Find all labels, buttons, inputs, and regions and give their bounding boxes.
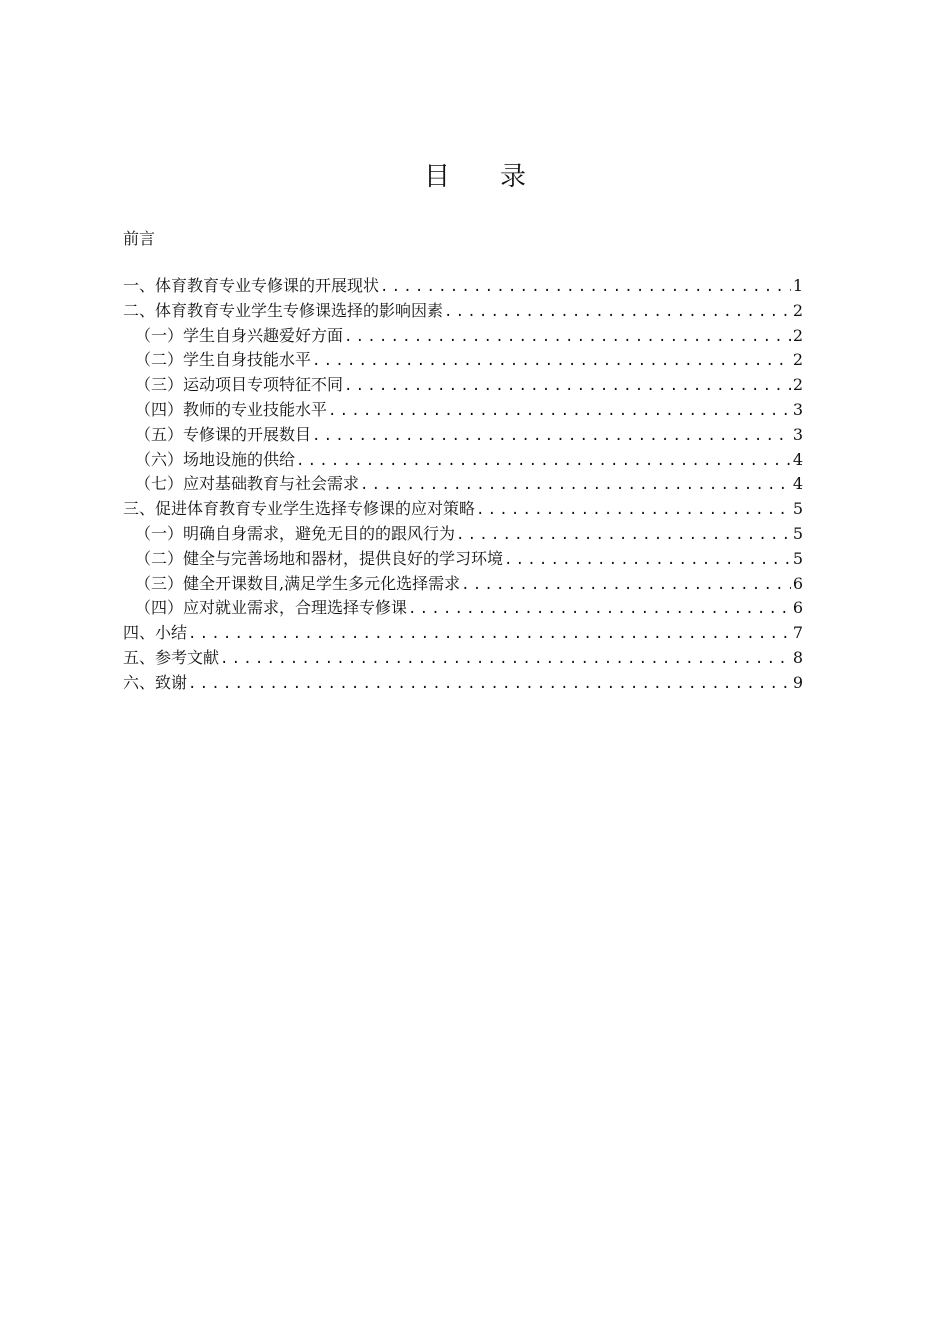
toc-entry-title: （二）学生自身技能水平 <box>135 350 312 370</box>
toc-entry-title: （二）健全与完善场地和器材，提供良好的学习环境 <box>135 548 504 568</box>
toc-entry-page-number: 8 <box>792 647 803 667</box>
toc-entry-title: 四、小结 <box>123 623 188 643</box>
toc-dot-leader <box>504 548 791 573</box>
toc-entry-page-number: 3 <box>792 424 803 444</box>
toc-entry-title: （一）学生自身兴趣爱好方面 <box>135 325 344 345</box>
toc-entry-page-number: 5 <box>792 548 803 568</box>
toc-entry-title: （一）明确自身需求，避免无目的的跟风行为 <box>135 523 456 543</box>
toc-dot-leader <box>296 449 791 474</box>
toc-entry[interactable] <box>123 423 803 448</box>
toc-dot-leader <box>344 325 791 350</box>
toc-dot-leader <box>312 349 791 374</box>
toc-entry-page-number: 4 <box>792 474 803 494</box>
toc-entry-title: （三）运动项目专项特征不同 <box>135 375 344 395</box>
toc-entry-title: 一、体育教育专业专修课的开展现状 <box>123 276 380 295</box>
toc-entry[interactable] <box>123 472 803 497</box>
toc-entry-title: 五、参考文献 <box>123 647 220 667</box>
toc-entry-page-number: 6 <box>792 598 803 618</box>
toc-entry[interactable] <box>123 398 803 423</box>
toc-entry-page-number: 4 <box>792 449 803 469</box>
toc-entry[interactable] <box>123 348 803 373</box>
toc-dot-leader <box>328 399 791 424</box>
toc-dot-leader <box>380 275 791 300</box>
title-char-2: 录 <box>500 162 527 192</box>
toc-entry[interactable] <box>123 373 803 398</box>
toc-entry-title: 三、促进体育教育专业学生选择专修课的应对策略 <box>123 499 476 519</box>
toc-entry[interactable] <box>123 572 803 597</box>
toc-entry[interactable] <box>123 596 803 621</box>
toc-entry-title: （六）场地设施的供给 <box>135 449 296 469</box>
toc-dot-leader <box>408 597 791 622</box>
toc-entry-page-number: 5 <box>792 523 803 543</box>
toc-entry-title: 六、致谢 <box>123 672 188 692</box>
toc-entry[interactable] <box>123 274 803 299</box>
toc-entry-page-number: 9 <box>792 672 803 692</box>
title-char-1: 目 <box>423 162 450 192</box>
toc-entry-title: （五）专修课的开展数目 <box>135 424 312 444</box>
toc-entry-page-number: 3 <box>792 399 803 419</box>
toc-preface: 前言 <box>123 229 156 248</box>
toc-entry-page-number: 5 <box>792 499 803 519</box>
toc-entry[interactable] <box>123 547 803 572</box>
toc-entry[interactable] <box>123 448 803 473</box>
toc-dot-leader <box>444 300 791 325</box>
toc-entry-page-number: 2 <box>792 300 803 320</box>
toc-dot-leader <box>456 523 791 548</box>
toc-entry-page-number: 2 <box>792 325 803 345</box>
toc-dot-leader <box>360 473 791 498</box>
toc-entry[interactable] <box>123 299 803 324</box>
toc-entry-title: （四）应对就业需求，合理选择专修课 <box>135 598 408 618</box>
toc-entry-page-number: 1 <box>792 276 803 295</box>
toc-entry[interactable] <box>123 646 803 671</box>
toc-dot-leader <box>312 424 791 449</box>
toc-entry-page-number: 7 <box>792 623 803 643</box>
toc-entry[interactable] <box>123 324 803 349</box>
toc-dot-leader <box>188 672 791 697</box>
toc-entry-page-number: 6 <box>792 573 803 593</box>
toc-entry-page-number: 2 <box>792 375 803 395</box>
toc-entry-title: （四）教师的专业技能水平 <box>135 399 328 419</box>
toc-dot-leader <box>220 647 791 672</box>
toc-entry[interactable] <box>123 621 803 646</box>
table-of-contents <box>123 274 803 696</box>
toc-entry[interactable] <box>123 497 803 522</box>
toc-entry[interactable] <box>123 671 803 696</box>
toc-dot-leader <box>188 622 791 647</box>
toc-dot-leader <box>344 374 791 399</box>
toc-dot-leader <box>461 573 791 598</box>
toc-entry-title: 二、体育教育专业学生专修课选择的影响因素 <box>123 300 444 320</box>
toc-entry-page-number: 2 <box>792 350 803 370</box>
toc-entry[interactable] <box>123 522 803 547</box>
toc-entry-title: （三）健全开课数目,满足学生多元化选择需求 <box>135 573 461 593</box>
page-title <box>0 156 950 193</box>
toc-dot-leader <box>476 498 791 523</box>
toc-entry-title: （七）应对基础教育与社会需求 <box>135 474 360 494</box>
